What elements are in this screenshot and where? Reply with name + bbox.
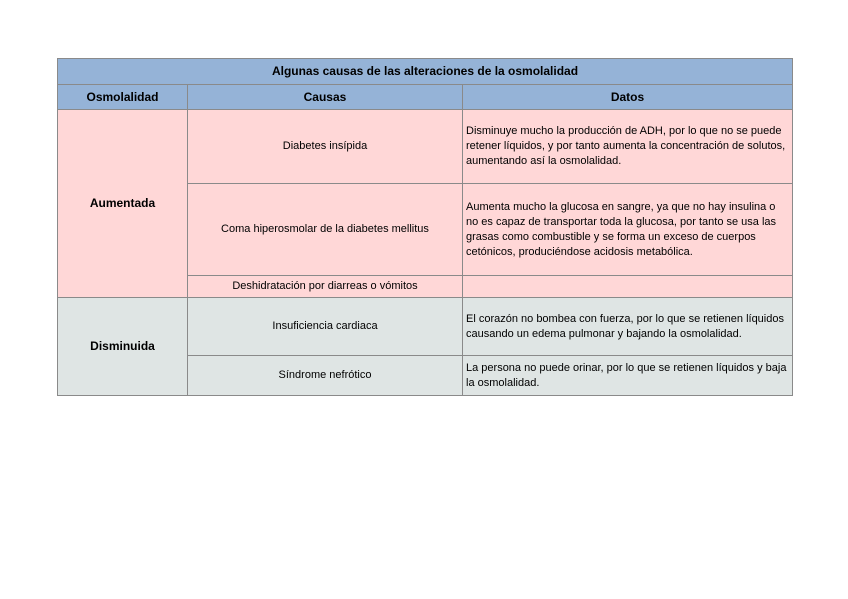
group-disminuida: Disminuida — [58, 298, 188, 396]
data-sindrome-nefrotico: La persona no puede orinar, por lo que se retienen líquidos y baja la osmolalidad. — [463, 356, 793, 396]
data-coma-hiperosmolar: Aumenta mucho la glucosa en sangre, ya que no hay insulina o no es capaz de transportar toda la glucosa, por tanto se usa las grasas como combustible y se forma un exceso de cuerpos cetónicos, produciéndose acidosis metabólica. — [463, 184, 793, 276]
header-osmolalidad: Osmolalidad — [58, 85, 188, 110]
cause-diabetes-insipida: Diabetes insípida — [188, 110, 463, 184]
data-deshidratacion — [463, 276, 793, 298]
data-insuficiencia-cardiaca: El corazón no bombea con fuerza, por lo que se retienen líquidos causando un edema pulmonar y bajando la osmolalidad. — [463, 298, 793, 356]
data-diabetes-insipida: Disminuye mucho la producción de ADH, por lo que no se puede retener líquidos, y por tanto aumenta la concentración de solutos, aumentando así la osmolalidad. — [463, 110, 793, 184]
cause-deshidratacion: Deshidratación por diarreas o vómitos — [188, 276, 463, 298]
cause-sindrome-nefrotico: Síndrome nefrótico — [188, 356, 463, 396]
cause-insuficiencia-cardiaca: Insuficiencia cardiaca — [188, 298, 463, 356]
table-row — [58, 298, 793, 356]
cause-coma-hiperosmolar: Coma hiperosmolar de la diabetes mellitus — [188, 184, 463, 276]
header-causas: Causas — [188, 85, 463, 110]
table-row — [58, 110, 793, 184]
header-row — [58, 85, 793, 110]
group-aumentada: Aumentada — [58, 110, 188, 298]
header-datos: Datos — [463, 85, 793, 110]
title-row — [58, 59, 793, 85]
osmolality-table — [57, 58, 793, 396]
table-title: Algunas causas de las alteraciones de la osmolalidad — [58, 59, 793, 85]
